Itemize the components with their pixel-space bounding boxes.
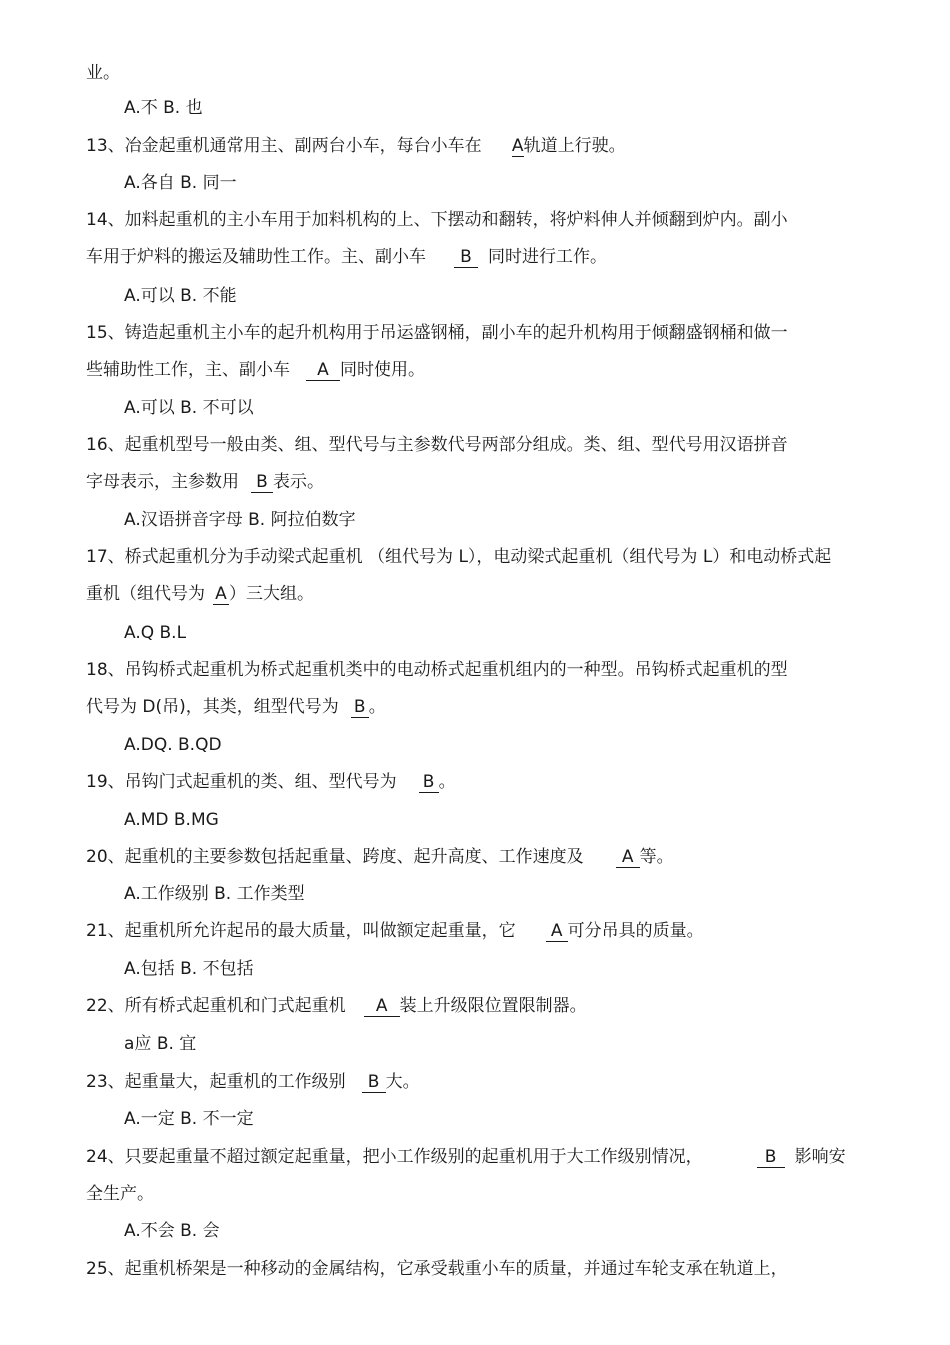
question-16: [86, 433, 788, 457]
text-line-content: 业。: [86, 63, 120, 83]
options-text: A.不 B. 也: [124, 98, 203, 118]
question-text: 19、吊钩门式起重机的类、组、型代号为: [86, 772, 397, 792]
options-q23: [124, 1107, 254, 1131]
options-text: A.工作级别 B. 工作类型: [124, 884, 305, 904]
options-text: A.不会 B. 会: [124, 1221, 220, 1241]
question-text: 。: [368, 697, 386, 717]
options-q22: [124, 1032, 196, 1056]
answer-blank: A: [213, 584, 229, 605]
question-text: 重机（组代号为: [86, 584, 205, 604]
question-25: [86, 1257, 788, 1281]
answer-blank: B: [419, 772, 439, 793]
question-text: ）三大组。: [229, 584, 314, 604]
question-14-cont: [86, 245, 607, 269]
question-19: [86, 770, 456, 794]
options-q18: [124, 733, 222, 757]
text-line: [86, 61, 120, 85]
options-text: A.汉语拼音字母 B. 阿拉伯数字: [124, 510, 356, 530]
answer-blank: A: [616, 847, 640, 868]
question-text: 影响安: [794, 1147, 846, 1167]
question-23: [86, 1070, 420, 1094]
question-17-cont: [86, 582, 314, 606]
options-q13: [124, 171, 237, 195]
options-q20: [124, 882, 305, 906]
options-q21: [124, 957, 254, 981]
question-text: 15、铸造起重机主小车的起升机构用于吊运盛钢桶，副小车的起升机构用于倾翻盛钢桶和做一: [86, 323, 788, 343]
answer-blank: B: [251, 472, 273, 493]
answer-blank: B: [757, 1147, 785, 1168]
answer-blank: A: [546, 921, 568, 942]
question-text: 16、起重机型号一般由类、组、型代号与主参数代号两部分组成。类、组、型代号用汉语拼音: [86, 435, 788, 455]
question-text: 等。: [639, 847, 674, 867]
options-q19: [124, 808, 219, 832]
question-21: [86, 919, 704, 943]
question-15: [86, 321, 788, 345]
question-text: 17、桥式起重机分为手动梁式起重机 （组代号为 L），电动梁式起重机（组代号为 L）和电动桥式起: [86, 547, 832, 567]
options-q16: [124, 508, 356, 532]
question-24-cont: [86, 1182, 154, 1206]
question-text: 代号为 D(吊)，其类，组型代号为: [86, 697, 339, 717]
question-18: [86, 658, 788, 682]
question-text: 14、加料起重机的主小车用于加料机构的上、下摆动和翻转，将炉料伸人并倾翻到炉内。副小: [86, 210, 788, 230]
question-text: 18、吊钩桥式起重机为桥式起重机类中的电动桥式起重机组内的一种型。吊钩桥式起重机的型: [86, 660, 788, 680]
question-text: 23、起重量大，起重机的工作级别: [86, 1072, 346, 1092]
options-text: A.一定 B. 不一定: [124, 1109, 254, 1129]
question-text: 20、起重机的主要参数包括起重量、跨度、起升高度、工作速度及: [86, 847, 584, 867]
question-24: [86, 1145, 846, 1169]
answer-blank: B: [362, 1072, 386, 1093]
question-20: [86, 845, 674, 869]
question-15-cont: [86, 358, 425, 382]
options-q24: [124, 1219, 220, 1243]
options-text: A.DQ. B.QD: [124, 735, 222, 755]
options-text: A.包括 B. 不包括: [124, 959, 254, 979]
question-text: 装上升级限位置限制器。: [399, 996, 587, 1016]
answer-blank: A: [306, 360, 340, 381]
question-18-cont: [86, 695, 386, 719]
question-text: 大。: [385, 1072, 420, 1092]
question-text: 22、所有桥式起重机和门式起重机: [86, 996, 346, 1016]
question-14: [86, 208, 788, 232]
options-q17: [124, 621, 186, 645]
options-text: a应 B. 宜: [124, 1034, 197, 1054]
options-q14: [124, 284, 237, 308]
question-22: [86, 994, 587, 1018]
options-q12: [124, 96, 203, 120]
question-text: 车用于炉料的搬运及辅助性工作。主、副小车: [86, 247, 426, 267]
question-text: 些辅助性工作，主、副小车: [86, 360, 290, 380]
question-13: [86, 134, 626, 158]
question-text: 字母表示，主参数用: [86, 472, 239, 492]
question-text: 25、起重机桥架是一种移动的金属结构，它承受载重小车的质量，并通过车轮支承在轨道上，: [86, 1259, 788, 1279]
options-text: A.MD B.MG: [124, 810, 219, 830]
options-q15: [124, 396, 254, 420]
question-text: 轨道上行驶。: [523, 136, 626, 156]
answer-blank: B: [454, 247, 478, 268]
question-text: 24、只要起重量不超过额定起重量，把小工作级别的起重机用于大工作级别情况，: [86, 1147, 703, 1167]
question-text: 全生产。: [86, 1184, 154, 1204]
question-text: 。: [438, 772, 456, 792]
options-text: A.可以 B. 不可以: [124, 398, 254, 418]
answer-blank: A: [511, 136, 524, 156]
options-text: A.各自 B. 同一: [124, 173, 237, 193]
options-text: A.Q B.L: [124, 623, 187, 643]
question-text: 表示。: [273, 472, 324, 492]
question-text: 同时使用。: [340, 360, 425, 380]
question-text: 同时进行工作。: [488, 247, 607, 267]
question-17: [86, 545, 831, 569]
answer-blank: B: [351, 697, 369, 718]
question-16-cont: [86, 470, 324, 494]
answer-blank: A: [364, 996, 400, 1017]
question-text: 可分吊具的质量。: [567, 921, 704, 941]
options-text: A.可以 B. 不能: [124, 286, 237, 306]
question-text: 21、起重机所允许起吊的最大质量，叫做额定起重量，它: [86, 921, 516, 941]
question-text: 13、冶金起重机通常用主、副两台小车，每台小车在: [86, 136, 482, 156]
